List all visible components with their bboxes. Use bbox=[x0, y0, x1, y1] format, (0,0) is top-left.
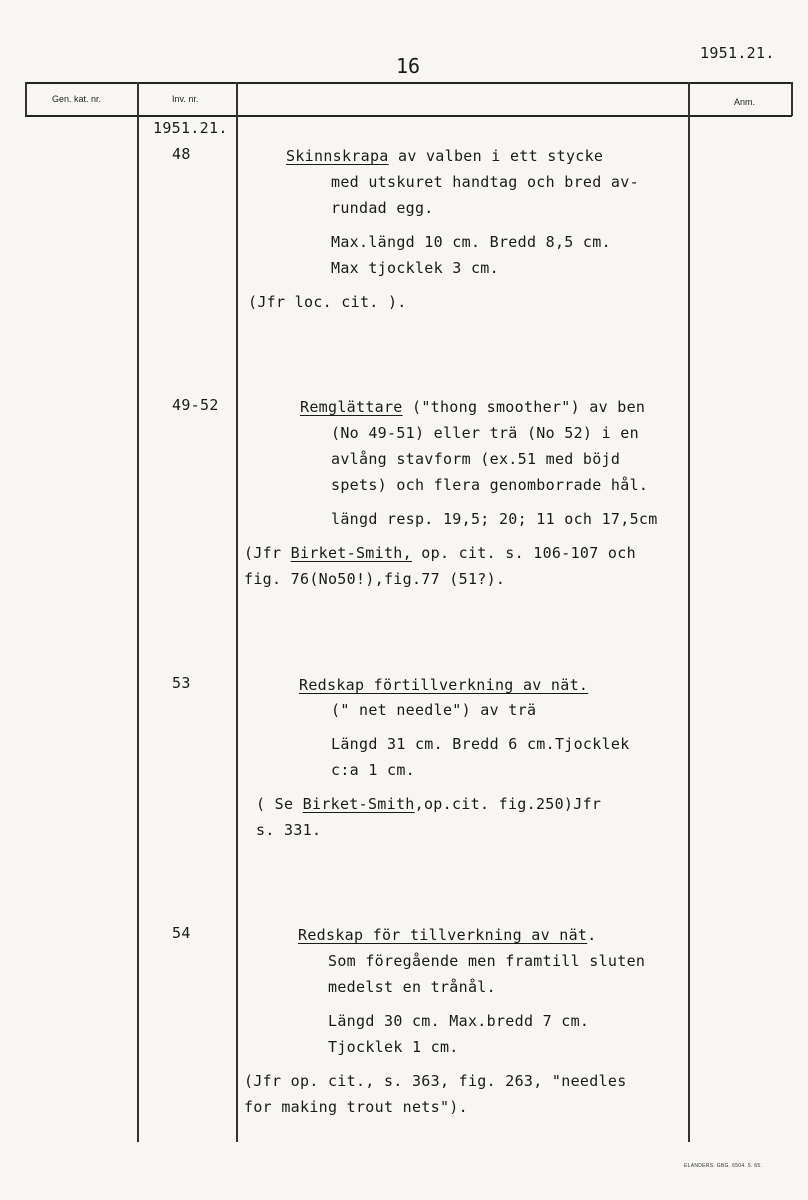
entry-line: Max tjocklek 3 cm. bbox=[331, 259, 499, 277]
entry-line: (No 49-51) eller trä (No 52) i en bbox=[331, 424, 639, 442]
catalog-number-top-right: 1951.21. bbox=[700, 44, 775, 62]
entry-reference: s. 331. bbox=[256, 821, 322, 839]
entry-line bbox=[286, 147, 603, 165]
entry-line: avlång stavform (ex.51 med böjd bbox=[331, 450, 621, 468]
entry-title: Redskap förtillverkning av nät. bbox=[299, 676, 589, 694]
ref-author: Birket-Smith bbox=[302, 795, 415, 813]
table-top-rule bbox=[25, 82, 792, 84]
header-anm: Anm. bbox=[734, 97, 756, 107]
column-divider-3 bbox=[688, 82, 690, 1142]
entry-line: längd resp. 19,5; 20; 11 och 17,5cm bbox=[331, 510, 658, 528]
entry-line: Som föregående men framtill sluten bbox=[328, 952, 646, 970]
entry-reference: (Jfr loc. cit. ). bbox=[248, 293, 407, 311]
entry-line: spets) och flera genomborrade hål. bbox=[331, 476, 649, 494]
ref-author: Birket-Smith, bbox=[290, 544, 412, 562]
entry-title: Redskap för tillverkning av nät bbox=[298, 926, 588, 944]
entry-title: Remglättare bbox=[300, 398, 403, 416]
entry-line: rundad egg. bbox=[331, 199, 434, 217]
column-divider-1 bbox=[137, 82, 139, 1142]
entry-line: Max.längd 10 cm. Bredd 8,5 cm. bbox=[331, 233, 611, 251]
entry-text: av valben i ett stycke bbox=[397, 147, 604, 165]
header-gen-kat-nr: Gen. kat. nr. bbox=[52, 94, 102, 104]
entry-reference: fig. 76(No50!),fig.77 (51?). bbox=[244, 570, 506, 588]
column-divider-2 bbox=[236, 82, 238, 1142]
entry-reference: for making trout nets"). bbox=[244, 1098, 468, 1116]
ref-text: op. cit. s. 106-107 och bbox=[411, 544, 636, 562]
page-number: 16 bbox=[396, 54, 421, 78]
entry-line bbox=[300, 398, 645, 416]
inv-number: 53 bbox=[172, 674, 191, 692]
inv-number: 54 bbox=[172, 924, 191, 942]
inv-number: 48 bbox=[172, 145, 191, 163]
entry-line: Längd 30 cm. Max.bredd 7 cm. bbox=[328, 1012, 590, 1030]
left-border bbox=[25, 82, 27, 116]
entry-reference bbox=[244, 544, 636, 562]
entry-line: med utskuret handtag och bred av- bbox=[331, 173, 639, 191]
inv-year: 1951.21. bbox=[153, 119, 228, 137]
ref-text: ,op.cit. fig.250)Jfr bbox=[414, 795, 602, 813]
inv-number: 49-52 bbox=[172, 396, 219, 414]
entry-line: (" net needle") av trä bbox=[331, 701, 537, 719]
ref-text: ( Se bbox=[256, 795, 303, 813]
entry-title: Skinnskrapa bbox=[286, 147, 389, 165]
entry-text: ("thong smoother") av ben bbox=[411, 398, 646, 416]
entry-line: c:a 1 cm. bbox=[331, 761, 415, 779]
printer-mark: ELANDERS. GBG. 6504. 5. 65. bbox=[684, 1163, 763, 1169]
entry-title-end: . bbox=[587, 926, 597, 944]
entry-line: Tjocklek 1 cm. bbox=[328, 1038, 459, 1056]
entry-line: Längd 31 cm. Bredd 6 cm.Tjocklek bbox=[331, 735, 630, 753]
entry-reference bbox=[256, 795, 601, 813]
entry-line: medelst en trånål. bbox=[328, 978, 496, 996]
ref-text: (Jfr bbox=[244, 544, 291, 562]
entry-line bbox=[298, 926, 597, 944]
header-inv-nr: Inv. nr. bbox=[172, 94, 199, 104]
entry-reference: (Jfr op. cit., s. 363, fig. 263, "needles bbox=[244, 1072, 627, 1090]
right-border bbox=[791, 82, 793, 116]
header-bottom-rule bbox=[25, 115, 792, 117]
